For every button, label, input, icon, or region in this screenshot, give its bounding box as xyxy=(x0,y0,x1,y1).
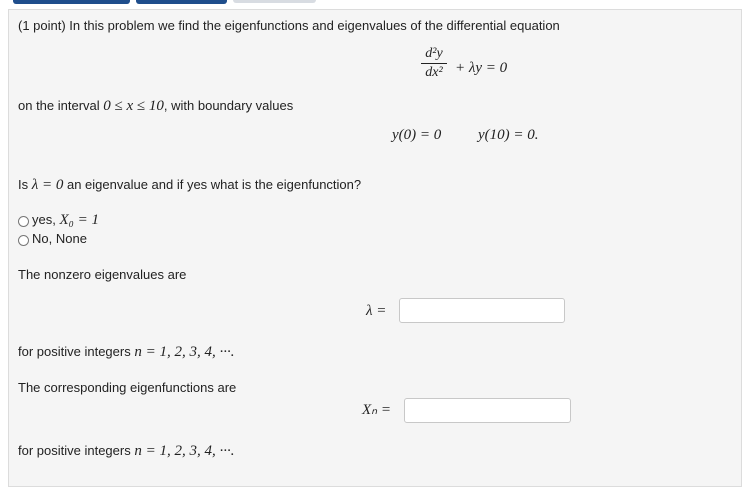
option-yes-math: X₀ = 1 xyxy=(59,212,99,228)
positive-integers-text-2: for positive integers xyxy=(18,443,135,458)
positive-integers-line-1 xyxy=(18,344,234,360)
radio-no[interactable] xyxy=(18,235,29,246)
question-prefix: Is xyxy=(18,177,32,192)
boundary-condition-1: y(0) = 0 xyxy=(392,127,442,143)
option-yes-label[interactable] xyxy=(32,212,99,228)
problem-intro: (1 point) In this problem we find the eigenfunctions and eigenvalues of the differential equation xyxy=(18,18,560,33)
derivative-fraction xyxy=(421,46,447,81)
option-yes-text: yes, xyxy=(32,212,60,227)
positive-integers-text-1: for positive integers xyxy=(18,344,135,359)
equation-rest: + λy = 0 xyxy=(455,60,508,76)
xn-label: Xₙ = xyxy=(362,402,392,418)
interval-suffix: , with boundary values xyxy=(163,98,294,113)
nav-tab-3[interactable] xyxy=(233,0,316,3)
xn-answer-input[interactable] xyxy=(404,398,571,423)
positive-integers-math-1: n = 1, 2, 3, 4, ···. xyxy=(134,344,235,360)
question-text xyxy=(18,177,361,193)
fraction-denominator: dx² xyxy=(425,65,443,80)
nonzero-eigenvalues-label: The nonzero eigenvalues are xyxy=(18,267,187,282)
nav-tab-1[interactable] xyxy=(13,0,130,4)
eigenfunctions-label: The corresponding eigenfunctions are xyxy=(18,380,237,395)
question-suffix: an eigenvalue and if yes what is the eigenfunction? xyxy=(63,177,362,192)
fraction-bar xyxy=(421,63,447,64)
positive-integers-line-2 xyxy=(18,443,234,459)
interval-prefix: on the interval xyxy=(18,98,104,113)
lambda-label: λ = xyxy=(366,303,387,319)
question-math: λ = 0 xyxy=(31,177,64,193)
radio-yes[interactable] xyxy=(18,216,29,227)
positive-integers-math-2: n = 1, 2, 3, 4, ···. xyxy=(134,443,235,459)
fraction-numerator: d²y xyxy=(425,46,443,61)
lambda-answer-input[interactable] xyxy=(399,298,565,323)
nav-tab-2[interactable] xyxy=(136,0,227,4)
boundary-condition-2: y(10) = 0. xyxy=(478,127,539,143)
interval-math: 0 ≤ x ≤ 10 xyxy=(103,98,164,114)
interval-text xyxy=(18,98,293,114)
option-no-label[interactable]: No, None xyxy=(32,231,87,246)
